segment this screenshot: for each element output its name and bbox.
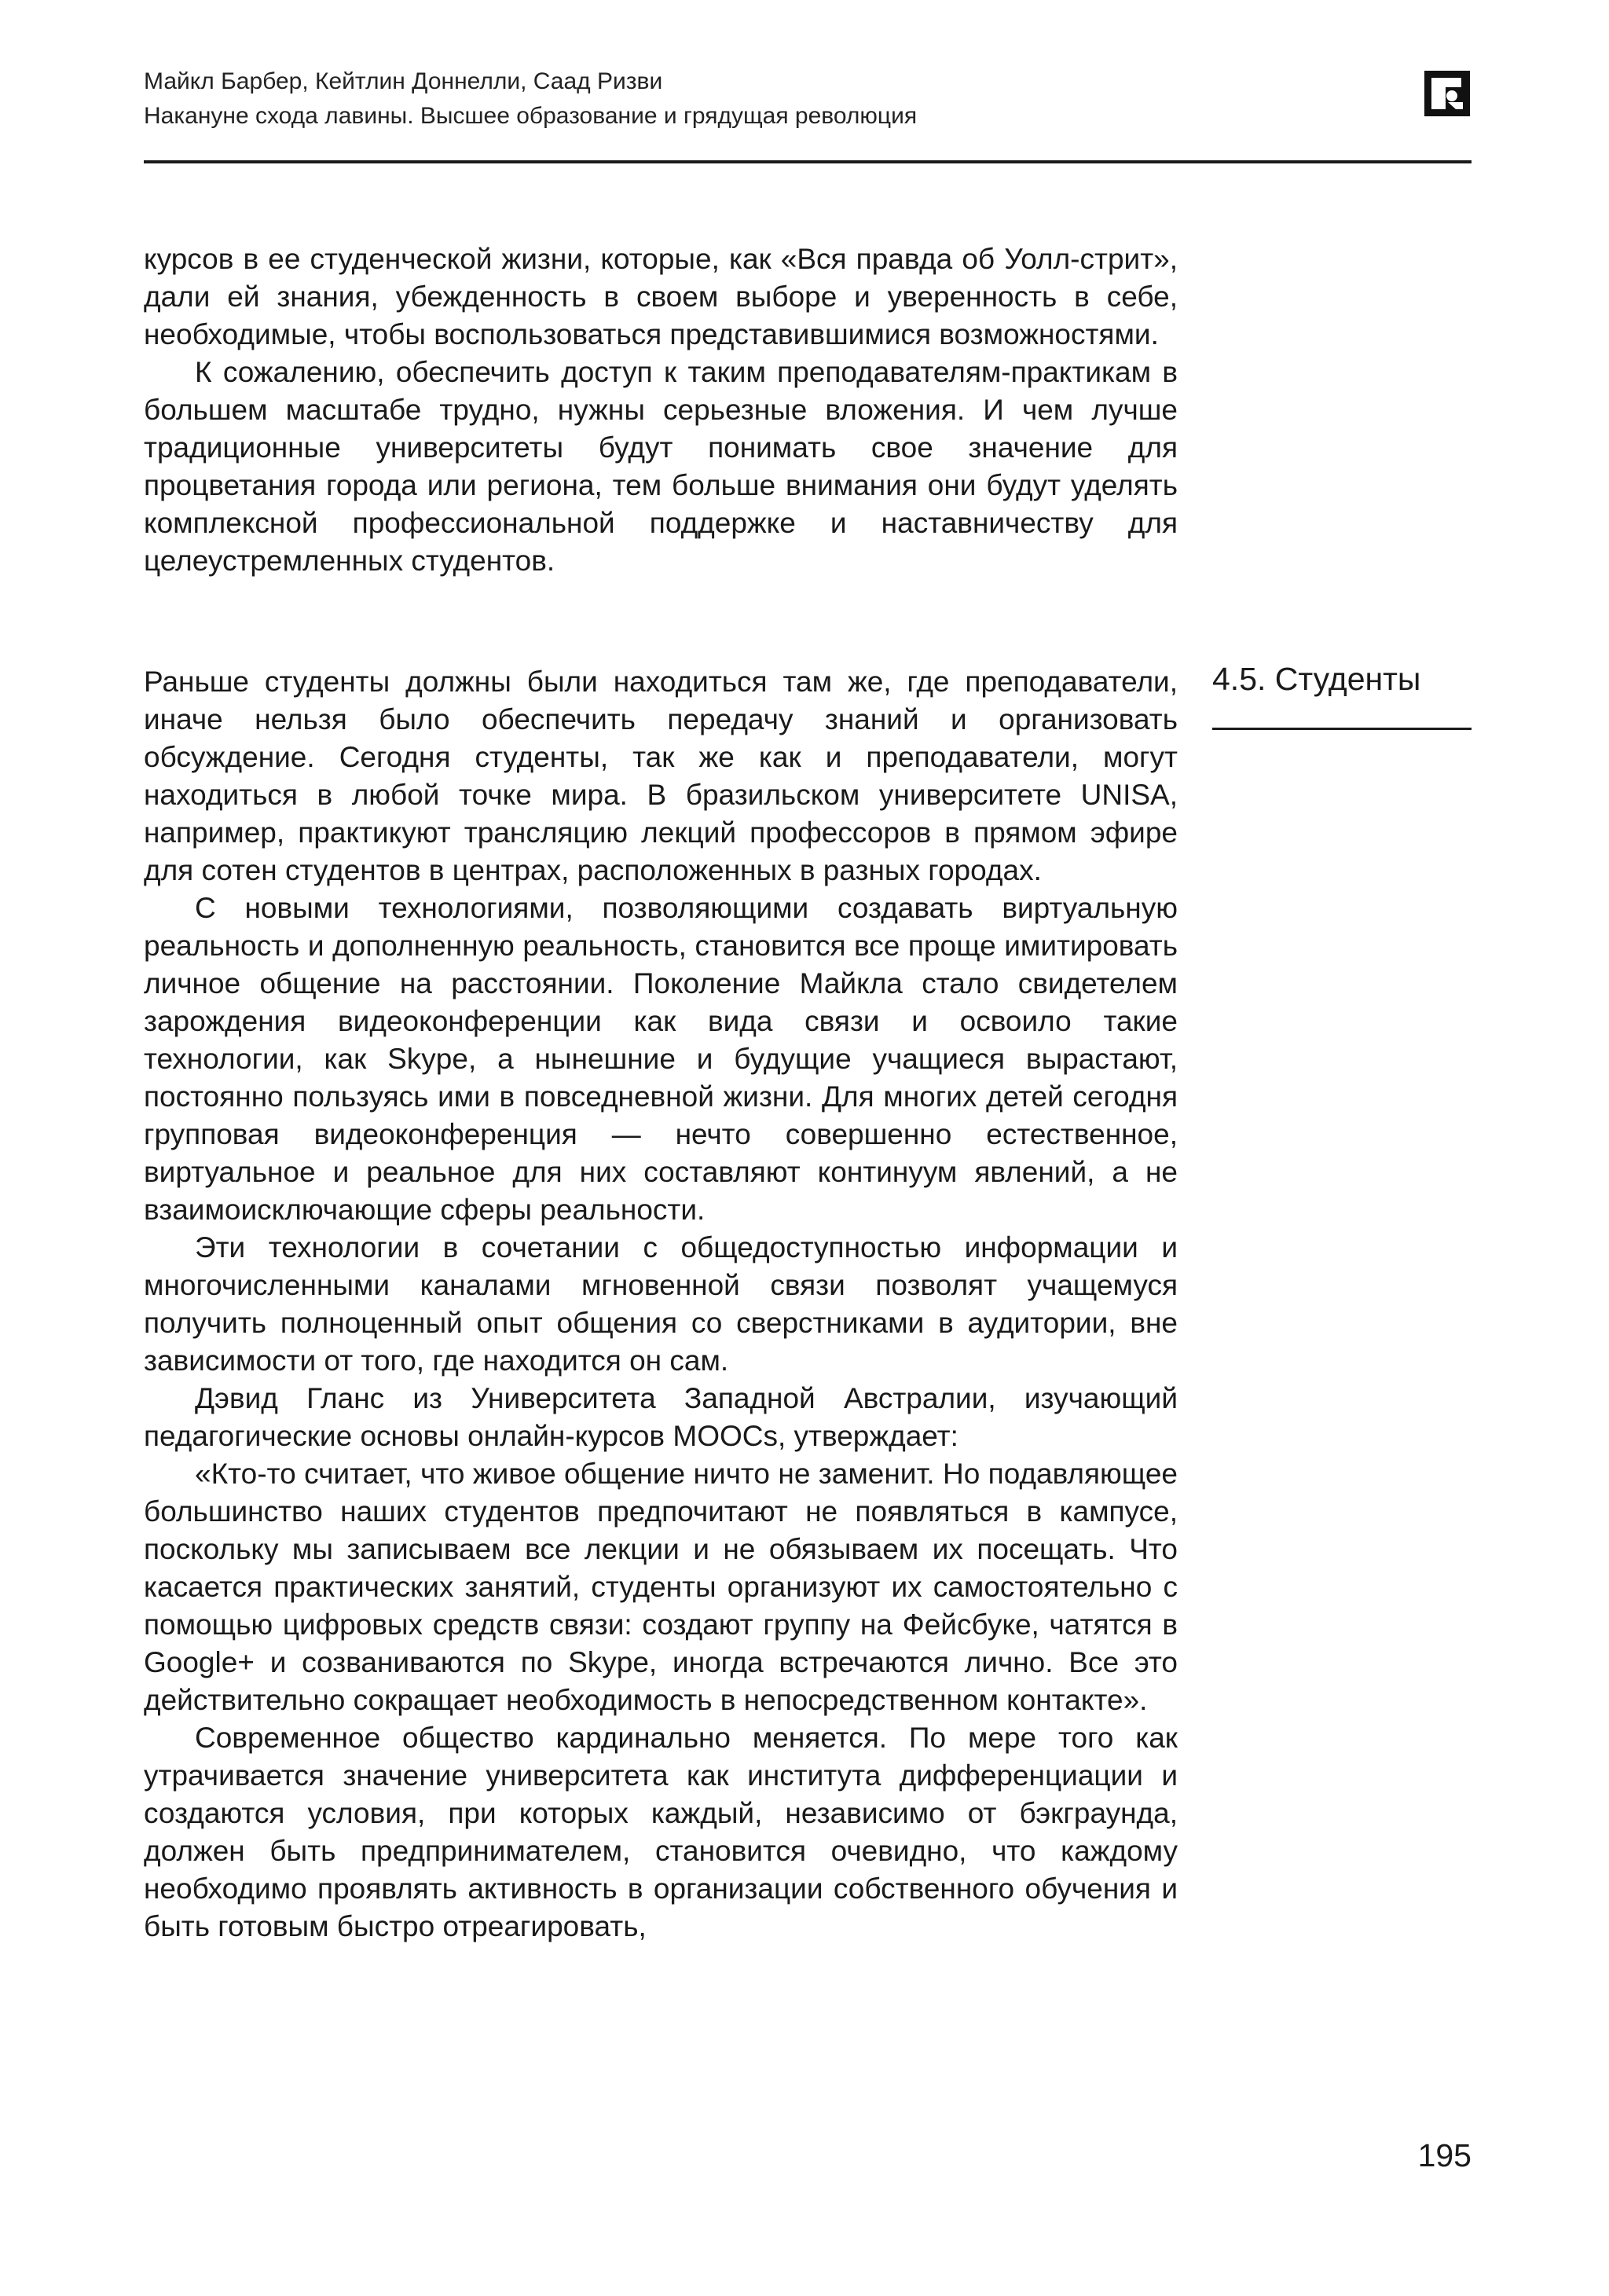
- header-authors: Майкл Барбер, Кейтлин Доннелли, Саад Ризви: [144, 68, 663, 94]
- page-number: 195: [1417, 2137, 1472, 2173]
- paragraph: С новыми технологиями, позволяющими создавать виртуальную реальность и дополненную реальность, становится все проще имитировать личное общение на расстоянии. Поколение Майкла стало свидетелем зарождения видеоконференции как вида связи и освоило такие технологии, как Skype, а нынешние и будущие учащиеся вырастают, постоянно пользуясь ими в повседневной жизни. Для многих детей сегодня групповая видеоконференция — нечто совершенно естественное, виртуальное и реальное для них составляют континуум явлений, а не взаимоисключающие сферы реальности.: [144, 892, 1178, 1226]
- quote-paragraph: «Кто-то считает, что живое общение ничто не заменит. Но подавляющее большинство наших студентов предпочитают не появляться в кампусе, поскольку мы записываем все лекции и не обязываем их посещать. Что касается практических занятий, студенты организуют их самостоятельно с помощью цифровых средств связи: создают группу на Фейсбуке, чатятся в Google+ и созваниваются по Skype, иногда встречаются лично. Все это действительно сокращает необходимость в непосредственном контакте».: [144, 1458, 1178, 1716]
- section-heading-rule: [1212, 728, 1472, 730]
- running-header: [144, 64, 1472, 134]
- paragraph: Эти технологии в сочетании с общедоступностью информации и многочисленными каналами мгновенной связи позволят учащемуся получить полноценный опыт общения со сверстниками в аудитории, вне зависимости от того, где находится он сам.: [144, 1231, 1178, 1377]
- paragraph: курсов в ее студенческой жизни, которые, как «Вся правда об Уолл-стрит», дали ей знания, убежденность в своем выборе и уверенность в себе, необходимые, чтобы воспользоваться представившимися возможностями.: [144, 243, 1178, 350]
- text-block-intro: [144, 240, 1178, 580]
- paragraph: К сожалению, обеспечить доступ к таким преподавателям-практикам в большем масштабе трудно, нужны серьезные вложения. И чем лучше традиционные университеты будут понимать свое значение для процветания города или региона, тем больше внимания они будут уделять комплексной профессиональной поддержке и наставничеству для целеустремленных студентов.: [144, 356, 1178, 577]
- header-book-title: Накануне схода лавины. Высшее образование и грядущая революция: [144, 103, 918, 129]
- paragraph: Дэвид Гланс из Университета Западной Австралии, изучающий педагогические основы онлайн-курсов MOOCs, утверждает:: [144, 1382, 1178, 1452]
- paragraph: Раньше студенты должны были находиться там же, где преподаватели, иначе нельзя было обеспечить передачу знаний и организовать обсуждение. Сегодня студенты, так же как и преподаватели, могут находиться в любой точке мира. В бразильском университете UNISA, например, практикуют трансляцию лекций профессоров в прямом эфире для сотен студентов в центрах, расположенных в разных городах.: [144, 666, 1178, 886]
- header-rule: [144, 160, 1472, 163]
- section-heading: 4.5. Студенты: [1212, 661, 1421, 697]
- paragraph: Современное общество кардинально меняется. По мере того как утрачивается значение университета как института дифференциации и создаются условия, при которых каждый, независимо от бэкграунда, должен быть предпринимателем, становится очевидно, что каждому необходимо проявлять активность в организации собственного обучения и быть готовым быстро отреагировать,: [144, 1722, 1178, 1942]
- text-block-students: [144, 663, 1178, 1946]
- publisher-logo-icon: [1424, 71, 1470, 116]
